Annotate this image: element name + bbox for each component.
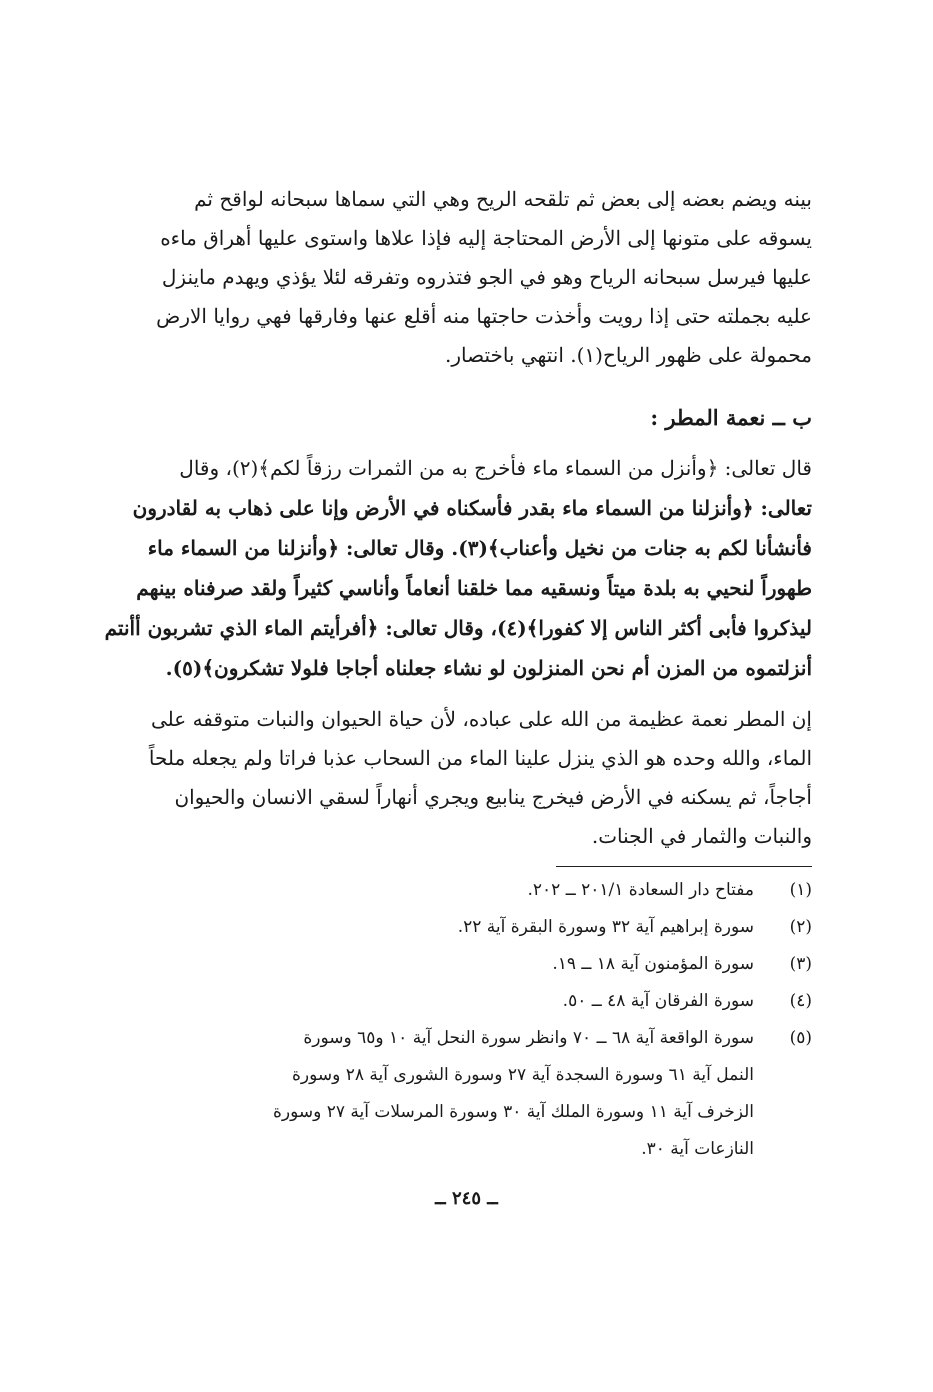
footnote-number: (٤) — [789, 991, 812, 1011]
text-line: يسوقه على متونها إلى الأرض المحتاجة إليه فإذا علاها واستوى عليها أهراق ماءه — [160, 226, 812, 250]
footnote-text — [160, 1020, 754, 1168]
footnote-line: النمل آية ٦١ وسورة السجدة آية ٢٧ وسورة الشورى آية ٢٨ وسورة — [291, 1065, 754, 1085]
footnote-number: (٣) — [789, 954, 812, 974]
footnote-1 — [160, 872, 812, 909]
paragraph-quran-verses — [104, 448, 812, 688]
footnote-line: مفتاح دار السعادة ٢٠١/١ ــ ٢٠٢. — [527, 880, 754, 900]
section-heading: ب ــ نعمة المطر : — [650, 405, 812, 430]
footnote-text — [160, 872, 754, 909]
text-line: عليها فيرسل سبحانه الرياح وهو في الجو فتذروه وتفرقه لئلا يؤذي ويهدم ماينزل — [161, 265, 812, 289]
footnote-text — [160, 983, 754, 1020]
footnote-line: سورة الواقعة آية ٦٨ ــ ٧٠ وانظر سورة النحل آية ١٠ و٦٥ وسورة — [303, 1028, 754, 1048]
quote-line: طهوراً لنحيي به بلدة ميتاً ونسقيه مما خلقنا أنعاماً وأناسي كثيراً ولقد صرفناه بينهم — [136, 576, 812, 600]
paragraph-wind-pollination — [156, 180, 812, 375]
text-line: أجاجاً، ثم يسكنه في الأرض فيخرج ينابيع ويجري أنهاراً لسقي الانسان والحيوان — [174, 785, 812, 809]
footnote-divider — [556, 866, 812, 867]
text-line: عليه بجملته حتى إذا رويت وأخذت حاجتها منه أقلع عنها وفارقها فهي روايا الارض — [156, 304, 812, 328]
quote-line: ليذكروا فأبى أكثر الناس إلا كفورا﴾(٤)، وقال تعالى: ﴿أفرأيتم الماء الذي تشربون أأنتم — [104, 616, 812, 640]
paragraph-rain-blessing — [148, 700, 812, 856]
page-number: ــ ٢٤٥ ــ — [435, 1188, 498, 1209]
footnote-line: الزخرف آية ١١ وسورة الملك آية ٣٠ وسورة المرسلات آية ٢٧ وسورة — [272, 1102, 754, 1122]
text-line: الماء، والله وحده هو الذي ينزل علينا الماء من السحاب عذبا فراتا ولم يجعله ملحاً — [148, 746, 812, 770]
footnote-number: (١) — [789, 880, 812, 900]
footnote-line: سورة الفرقان آية ٤٨ ــ ٥٠. — [562, 991, 754, 1011]
footnote-number: (٢) — [789, 917, 812, 937]
footnote-text — [160, 909, 754, 946]
footnote-line: سورة المؤمنون آية ١٨ ــ ١٩. — [552, 954, 754, 974]
footnote-line: النازعات آية ٣٠. — [641, 1139, 754, 1159]
footnote-2 — [160, 909, 812, 946]
footnote-number: (٥) — [789, 1028, 812, 1048]
footnote-4 — [160, 983, 812, 1020]
quote-line: فأنشأنا لكم به جنات من نخيل وأعناب﴾(٣). وقال تعالى: ﴿وأنزلنا من السماء ماء — [147, 536, 812, 560]
text-line: إن المطر نعمة عظيمة من الله على عباده، لأن حياة الحيوان والنبات متوقفه على — [150, 707, 812, 731]
text-line: قال تعالى: ﴿وأنزل من السماء ماء فأخرج به من الثمرات رزقاً لكم﴾(٢)، وقال — [179, 456, 812, 480]
text-line: بينه ويضم بعضه إلى بعض ثم تلقحه الريح وهي التي سماها سبحانه لواقح ثم — [194, 187, 812, 211]
text-line: والنبات والثمار في الجنات. — [591, 824, 812, 848]
footnote-text — [160, 946, 754, 983]
quote-line: تعالى: ﴿وأنزلنا من السماء ماء بقدر فأسكناه في الأرض وإنا على ذهاب به لقادرون — [132, 496, 812, 520]
quote-line: أنزلتموه من المزن أم نحن المنزلون لو نشاء جعلناه أجاجا فلولا تشكرون﴾(٥). — [165, 656, 812, 680]
footnote-5 — [160, 1020, 812, 1168]
text-line: محمولة على ظهور الرياح(١). انتهي باختصار. — [444, 343, 812, 367]
footnote-3 — [160, 946, 812, 983]
footnotes — [160, 872, 812, 1168]
footnote-line: سورة إبراهيم آية ٣٢ وسورة البقرة آية ٢٢. — [457, 917, 754, 937]
